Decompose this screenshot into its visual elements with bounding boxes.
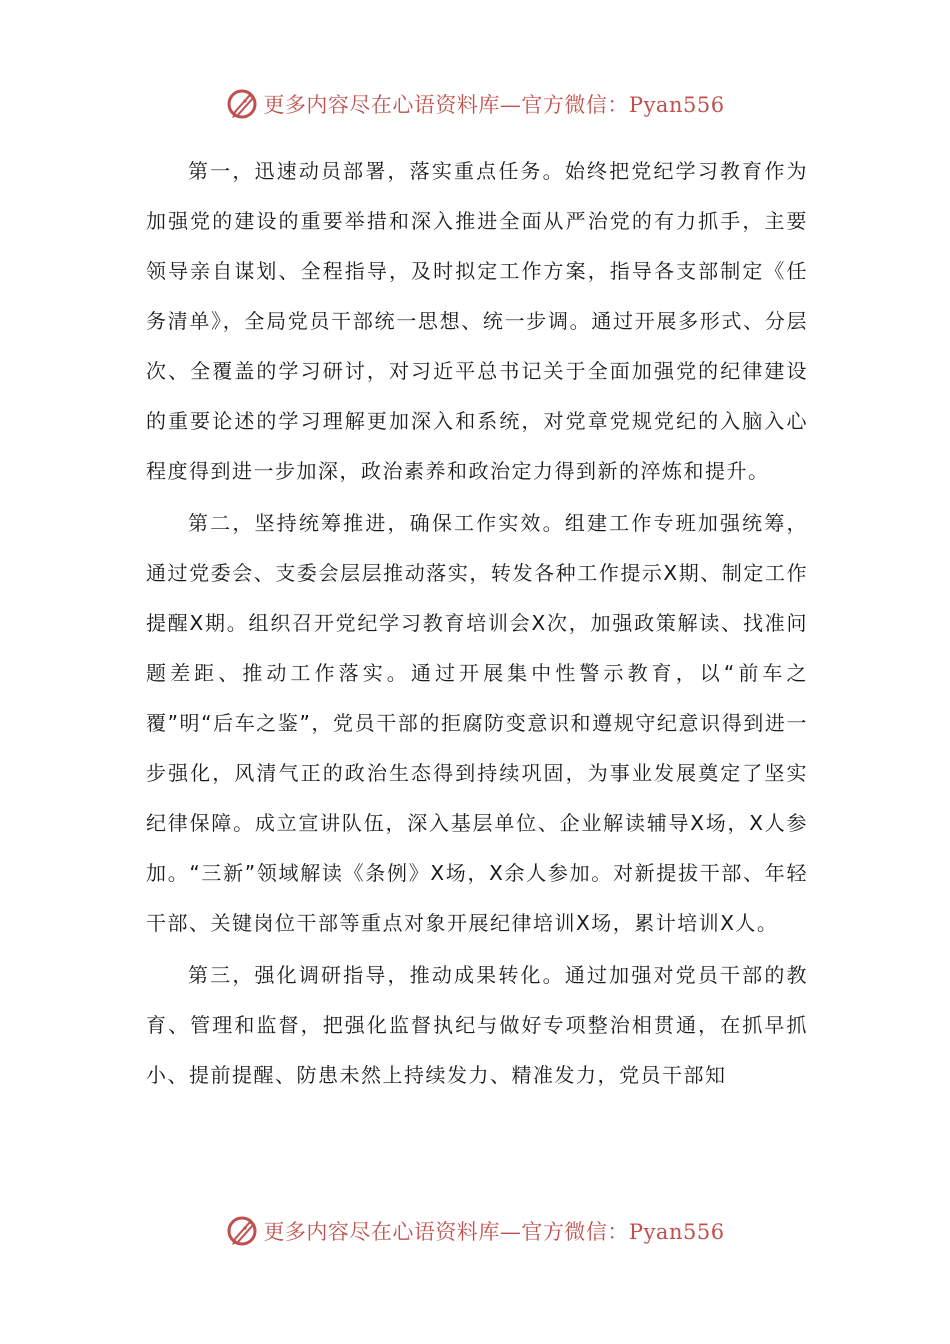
paragraph-3: 第三，强化调研指导，推动成果转化。通过加强对党员干部的教育、管理和监督，把强化监督执纪与做好专项整治相贯通，在抓早抓小、提前提醒、防患未然上持续发力、精准发力，党员干部知 <box>146 963 808 1087</box>
paragraph-2: 第二，坚持统筹推进，确保工作实效。组建工作专班加强统筹，通过党委会、支委会层层推动落实，转发各种工作提示X期、制定工作提醒X期。组织召开党纪学习教育培训会X次，加强政策解读、找准问题差距、推动工作落实。通过开展集中性警示教育，以“前车之覆”明“后车之鉴”，党员干部的拒腐防变意识和遵规守纪意识得到进一步强化，风清气正的政治生态得到持续巩固，为事业发展奠定了坚实纪律保障。成立宣讲队伍，深入基层单位、企业解读辅导X场，X人参加。“三新”领域解读《条例》X场，X余人参加。对新提拔干部、年轻干部、关键岗位干部等重点对象开展纪律培训X场，累计培训X人。 <box>146 511 808 935</box>
footer-banner-text: 更多内容尽在心语资料库—官方微信：Pyan556 <box>263 1220 725 1244</box>
footer-banner <box>0 1211 950 1251</box>
document-body <box>146 146 808 1102</box>
pen-in-circle-logo-icon <box>225 87 259 121</box>
pen-in-circle-logo-icon <box>225 1214 259 1248</box>
header-banner-text: 更多内容尽在心语资料库—官方微信：Pyan556 <box>263 93 725 117</box>
header-banner <box>0 84 950 124</box>
paragraph-1: 第一，迅速动员部署，落实重点任务。始终把党纪学习教育作为加强党的建设的重要举措和深入推进全面从严治党的有力抓手，主要领导亲自谋划、全程指导，及时拟定工作方案，指导各支部制定《任务清单》，全局党员干部统一思想、统一步调。通过开展多形式、分层次、全覆盖的学习研讨，对习近平总书记关于全面加强党的纪律建设的重要论述的学习理解更加深入和系统，对党章党规党纪的入脑入心程度得到进一步加深，政治素养和政治定力得到新的淬炼和提升。 <box>146 159 808 483</box>
